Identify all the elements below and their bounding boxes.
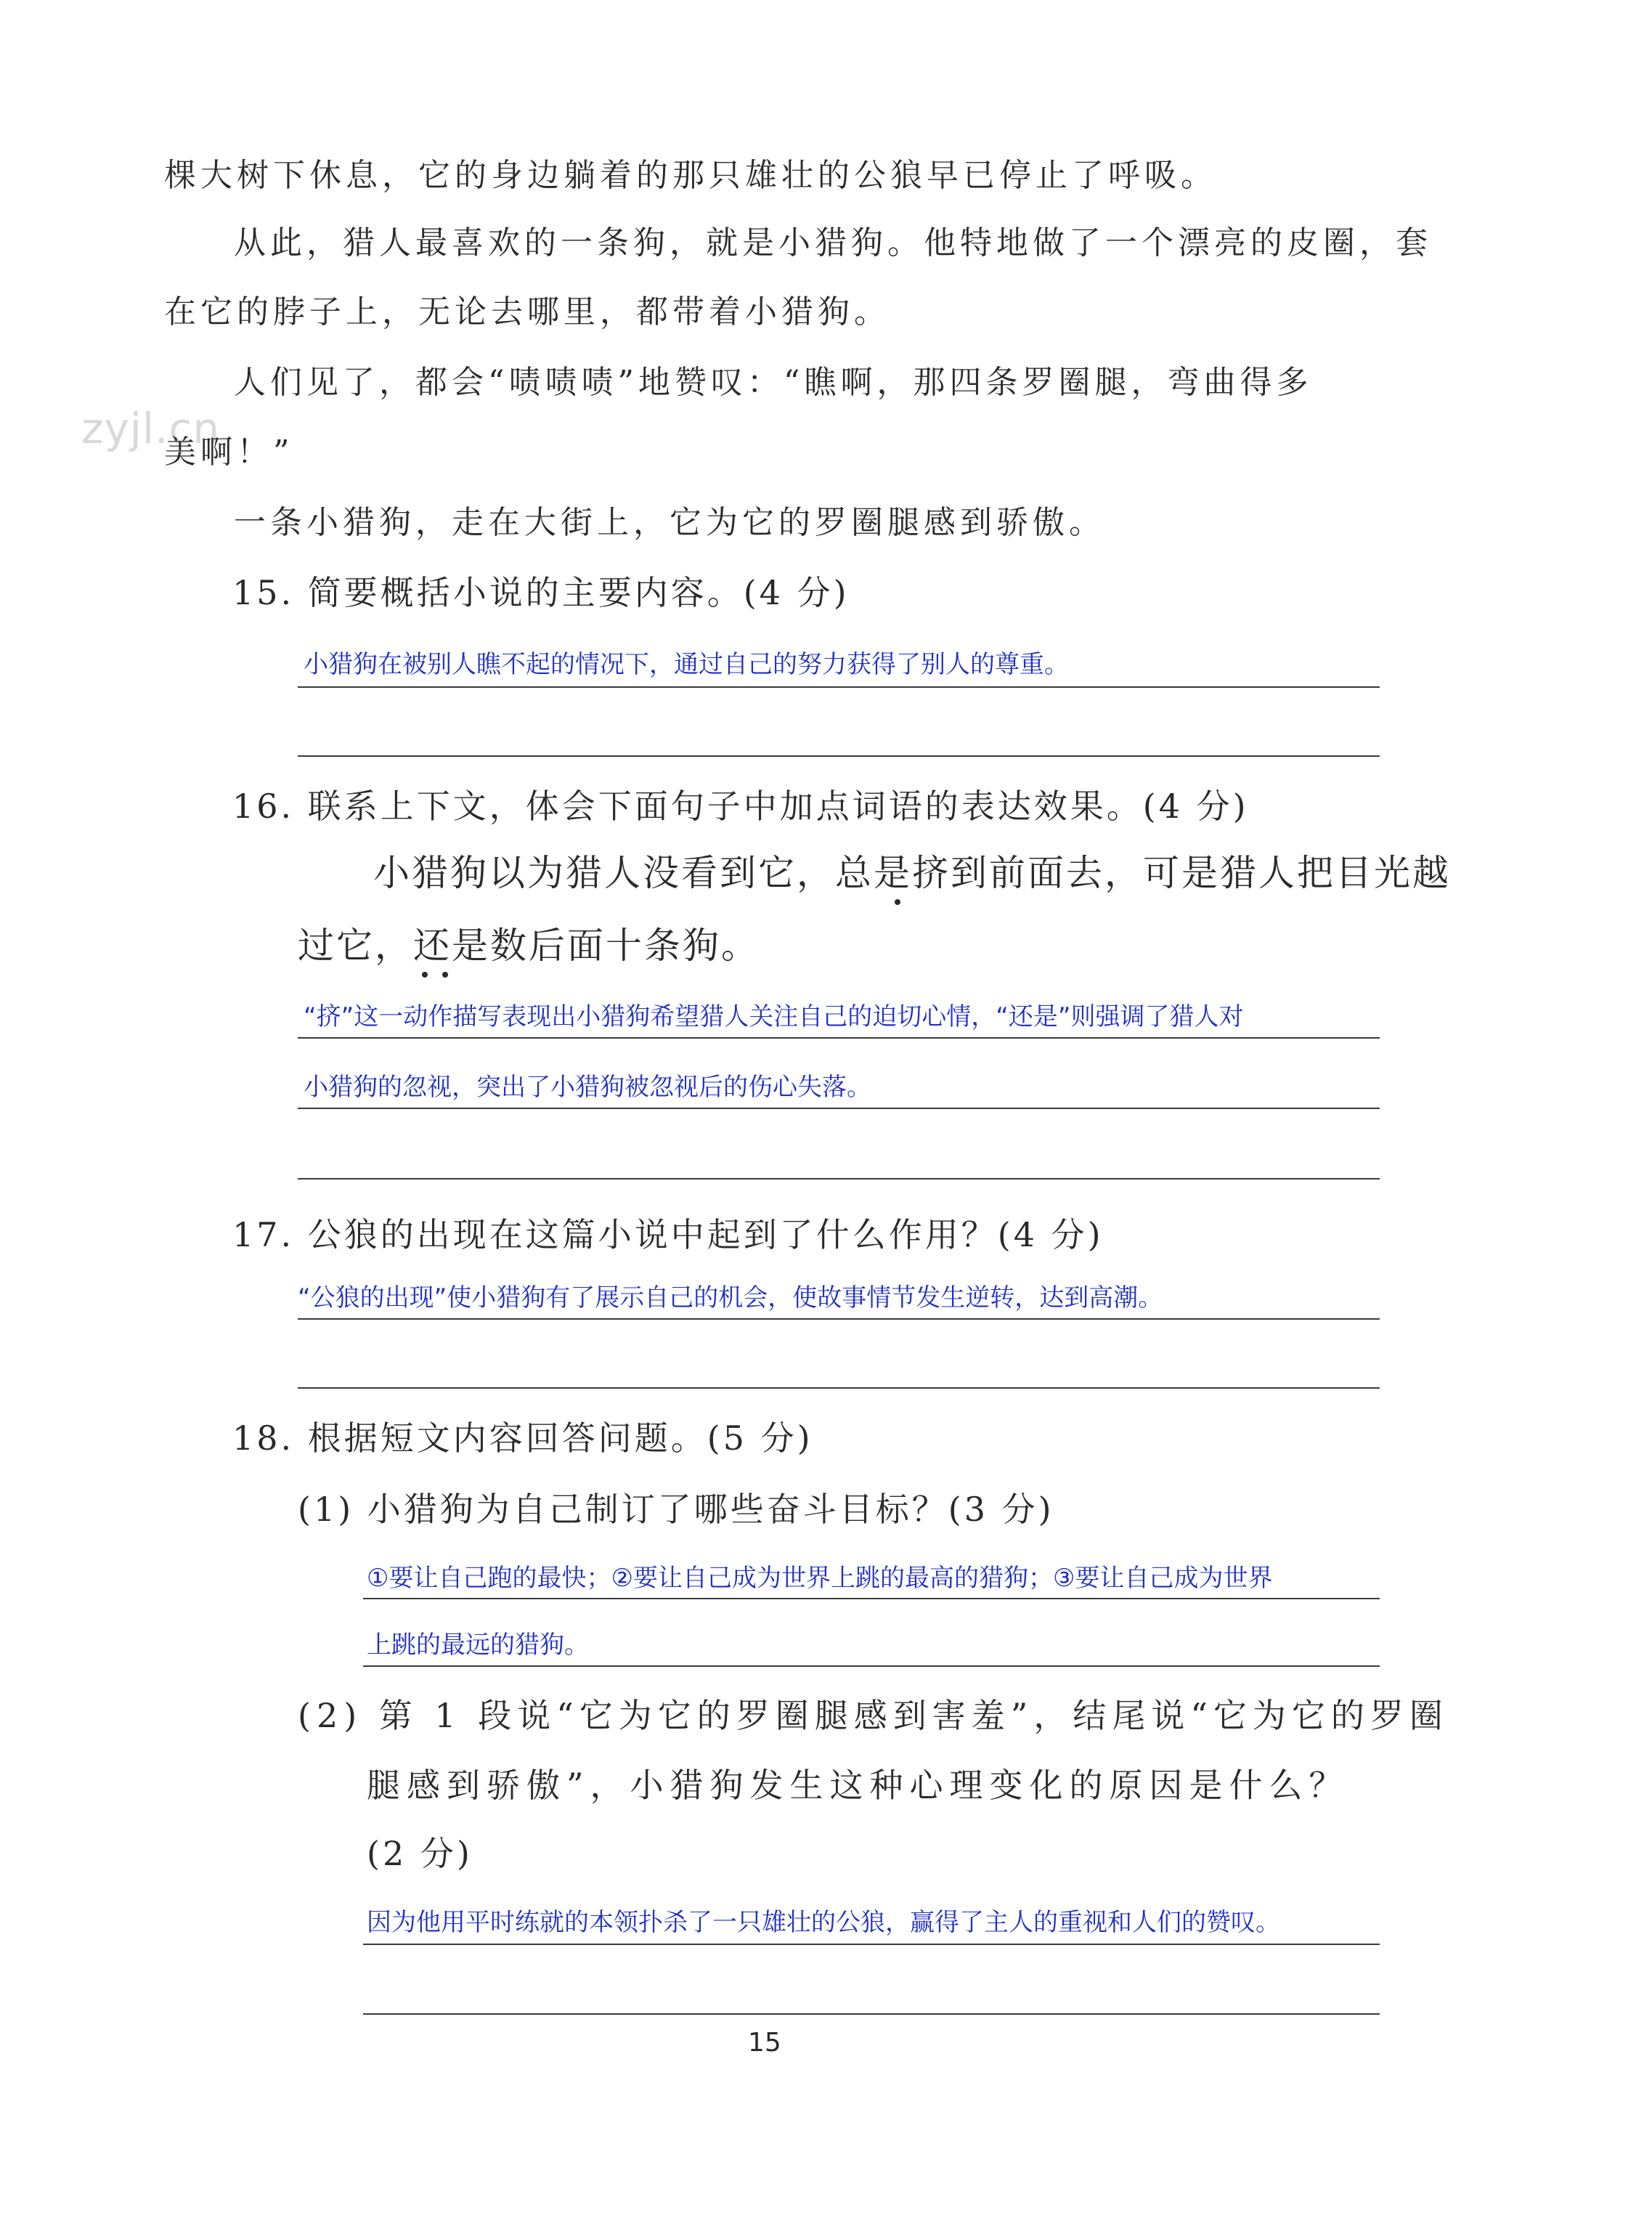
quoted-sentence: 过它，还是数后面十条狗。 [298, 925, 760, 967]
answer-15: 小猎狗在被别人瞧不起的情况下，通过自己的努力获得了别人的尊重。 [304, 650, 1069, 679]
question-18-sub2: (2) 第 1 段说“它为它的罗圈腿感到害羞”，结尾说“它为它的罗圈 [298, 1696, 1449, 1735]
answer-line [363, 1598, 1380, 1599]
answer-line [298, 1108, 1380, 1109]
answer-18-1: ①要让自己跑的最快；②要让自己成为世界上跳的最高的猎狗；③要让自己成为世界 [367, 1564, 1273, 1593]
passage-line: 棵大树下休息，它的身边躺着的那只雄壮的公狼早已停止了呼吸。 [164, 157, 1217, 194]
answer-line [363, 2013, 1380, 2015]
answer-line [363, 1944, 1380, 1945]
answer-16: “挤”这一动作描写表现出小猎狗希望猎人关注自己的迫切心情，“还是”则强调了猎人对 [304, 1002, 1244, 1031]
answer-18-1: 上跳的最远的猎狗。 [367, 1631, 589, 1660]
passage-line: 人们见了，都会“啧啧啧”地赞叹：“瞧啊，那四条罗圈腿，弯曲得多 [234, 364, 1313, 401]
answer-line [298, 1037, 1380, 1039]
answer-line [298, 1387, 1380, 1389]
answer-17: “公狼的出现”使小猎狗有了展示自己的机会，使故事情节发生逆转，达到高潮。 [298, 1283, 1163, 1312]
quoted-sentence: 小猎狗以为猎人没看到它，总是挤到前面去，可是猎人把目光越 [373, 852, 1451, 894]
answer-line [298, 1318, 1380, 1320]
question-16: 16. 联系上下文，体会下面句子中加点词语的表达效果。(4 分) [232, 787, 1249, 826]
answer-line [298, 755, 1380, 757]
answer-line [298, 686, 1380, 688]
question-17: 17. 公狼的出现在这篇小说中起到了什么作用？(4 分) [232, 1215, 1104, 1254]
question-18: 18. 根据短文内容回答问题。(5 分) [232, 1418, 813, 1458]
passage-line: 一条小猎狗，走在大街上，它为它的罗圈腿感到骄傲。 [234, 504, 1105, 541]
passage-line: 从此，猎人最喜欢的一条狗，就是小猎狗。他特地做了一个漂亮的皮圈，套 [234, 224, 1432, 261]
answer-line [298, 1178, 1380, 1180]
emphasis-dot [895, 899, 900, 905]
answer-16: 小猎狗的忽视，突出了小猎狗被忽视后的伤心失落。 [304, 1073, 871, 1102]
question-18-sub2: 腿感到骄傲”，小猎狗发生这种心理变化的原因是什么？ [367, 1766, 1349, 1805]
watermark: zyjl.cn [81, 404, 221, 453]
emphasis-dot [442, 972, 448, 978]
page-number: 15 [748, 2028, 781, 2058]
passage-line: 在它的脖子上，无论去哪里，都带着小猎狗。 [164, 293, 890, 330]
passage-line: 美啊！” [164, 434, 294, 471]
question-18-sub2: (2 分) [367, 1834, 473, 1873]
answer-18-2: 因为他用平时练就的本领扑杀了一只雄壮的公狼，赢得了主人的重视和人们的赞叹。 [367, 1908, 1280, 1937]
answer-line [363, 1665, 1380, 1667]
question-15: 15. 简要概括小说的主要内容。(4 分) [232, 573, 850, 612]
emphasis-dot [422, 972, 428, 978]
question-18-sub1: (1) 小猎狗为自己制订了哪些奋斗目标？(3 分) [298, 1490, 1054, 1529]
